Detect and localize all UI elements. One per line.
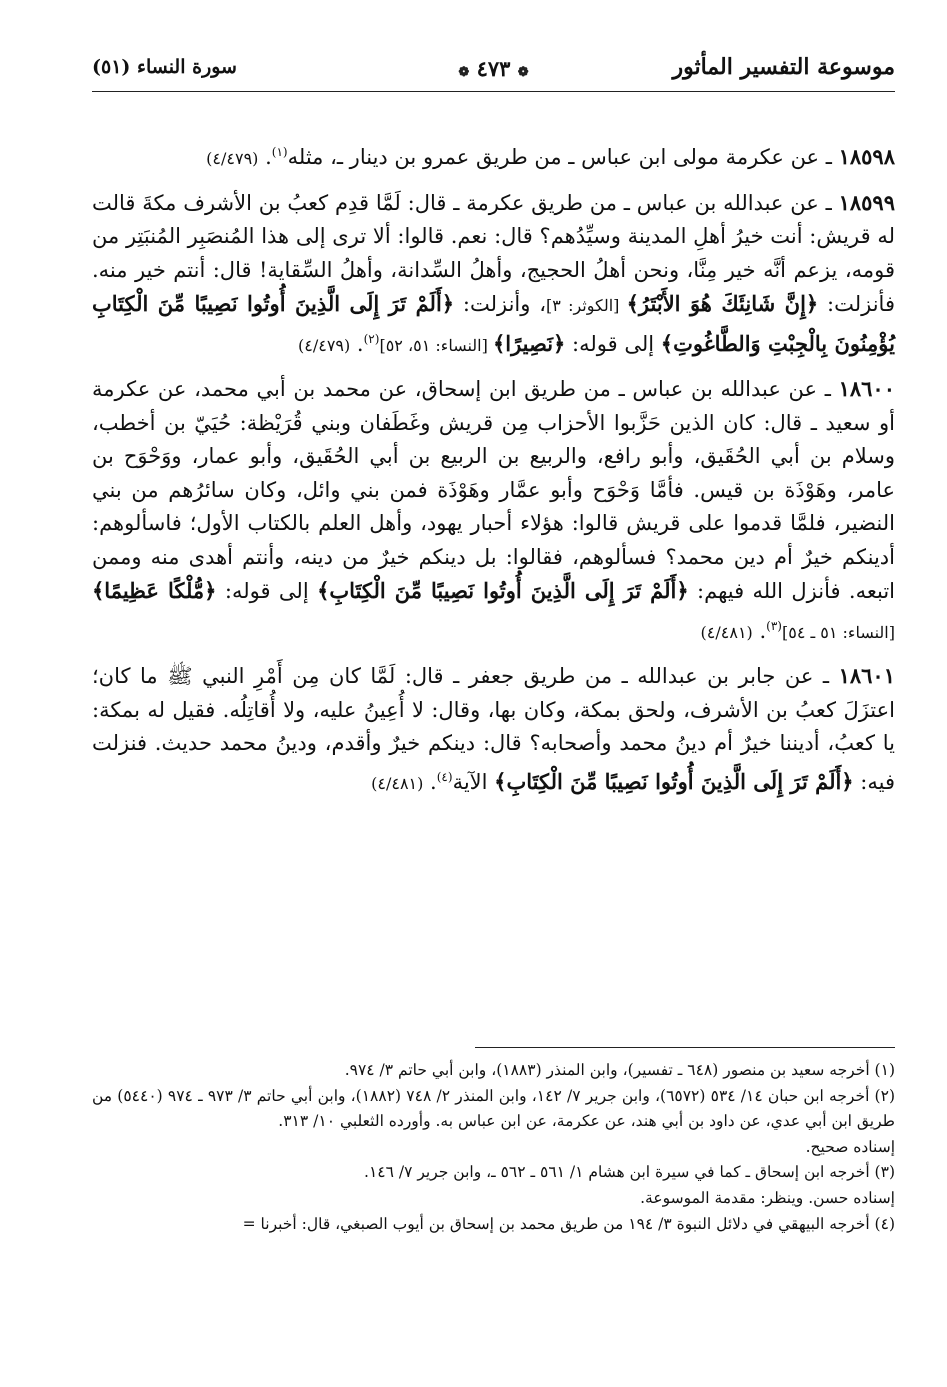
quran-verse: ﴿إِنَّ شَانِئَكَ هُوَ الأَبْتَرُ﴾ — [626, 291, 819, 316]
ornament-icon: ❁ — [517, 65, 529, 80]
entry-text: ، وأنزلت: — [454, 292, 546, 316]
entry-number: ١٨٦٠١ — [838, 663, 895, 688]
footnote-4: (٤) أخرجه البيهقي في دلائل النبوة ٣/ ١٩٤ من طريق محمد بن إسحاق بن أيوب الصبغي، قال: أخبرنا = — [242, 1214, 895, 1233]
entry-number: ١٨٥٩٩ — [838, 189, 895, 215]
entry-18601 — [92, 659, 895, 800]
entry-text: ـ عن عكرمة مولى ابن عباس ـ من طريق عمرو بن دينار ـ، مثله — [287, 145, 839, 169]
footnote-3-grade: إسناده حسن. وينظر: مقدمة الموسوعة. — [640, 1188, 895, 1207]
footnote-divider — [475, 1047, 895, 1048]
surah-title: سورة النساء (٥١) — [92, 56, 237, 78]
entry-number: ١٨٦٠٠ — [838, 376, 895, 401]
entry-18599 — [92, 186, 895, 363]
main-text — [92, 136, 895, 810]
verse-source: [الكوثر: ٣] — [546, 296, 627, 315]
entry-text: ـ عن عبدالله بن عباس ـ من طريق عكرمة ـ قال: لَمَّا قدِم كعبُ بن الأشرف مكةَ قالت له قريش: أنت خيرُ أهلِ المدينة وسيِّدُهم؟ قال: نعم. قالوا: ألا ترى إلى هذا المُنصَبِر المُنبَتِر من قومه، يزعم أنَّه خير مِنَّا، ونحن أهلُ الحجيج، وأهلُ السِّدانة، وأهلُ السِّقاية! قال: أنتم خير منه. فأنزلت: — [92, 190, 895, 316]
verse-source: [النساء: ٥١، ٥٢] — [379, 335, 493, 355]
ornament-icon: ❁ — [458, 65, 470, 80]
entry-number: ١٨٥٩٨ — [838, 144, 895, 169]
book-title: موسوعة التفسير المأثور — [672, 54, 895, 80]
entry-text: الآية — [452, 769, 495, 794]
page-number: ٤٧٣ — [476, 56, 511, 81]
footnote-1: (١) أخرجه سعيد بن منصور (٦٤٨ ـ تفسير)، وابن المنذر (١٨٨٣)، وابن أبي حاتم ٣/ ٩٧٤. — [344, 1061, 895, 1079]
volume-ref: (٤/٤٧٩) — [297, 335, 351, 355]
quran-verse: ﴿أَلَمْ تَرَ إِلَى الَّذِينَ أُوتُوا نَصِيبًا مِّنَ الْكِتَابِ يُؤْمِنُونَ بِالْجِبْتِ وَالطَّاغُوتِ﴾ — [92, 291, 895, 356]
footnotes — [92, 1058, 895, 1237]
entry-text: ـ عن جابر بن عبدالله ـ من طريق جعفر ـ قال: لَمَّا كان مِن أَمْرِ النبي ﷺ ما كان؛ اعتزَلَ كعبُ بن الأشرف، ولحق بمكة، وكان بها، وقال: لا أُعِينُ عليه، ولا أُقاتِلُه. فقيل له بمكة: يا كعبُ، أديننا خيرٌ أم دينُ محمد وأصحابه؟ قال: دينكم خيرٌ وأقدم، ودينُ محمد حديث. فنزلت فيه: — [92, 664, 895, 794]
page-number-group — [458, 56, 528, 81]
quran-verse: ﴿أَلَمْ تَرَ إِلَى الَّذِينَ أُوتُوا نَصِيبًا مِّنَ الْكِتَابِ﴾ — [317, 578, 689, 603]
entry-18598 — [92, 136, 895, 176]
entry-end: . — [350, 331, 364, 356]
header-rule — [92, 91, 895, 92]
footnote-ref[interactable]: (٢) — [363, 331, 380, 346]
entry-end: . — [258, 145, 272, 169]
footnote-ref[interactable]: (٣) — [766, 618, 782, 633]
volume-ref: (٤/٤٨١) — [371, 773, 424, 793]
entry-text: ـ عن عبدالله بن عباس ـ من طريق ابن إسحاق، عن محمد بن أبي محمد، عن عكرمة أو سعيد ـ قال: كان الذين حَزَّبوا الأحزاب مِن قريش وغَطَفان وبني قُرَيْظة: حُيَيّ بن أخطب، وسلام بن أبي الحُقَيق، وأبو رافع، والربيع بن الربيع بن أبي الحُقَيق، وأبو عمار، ووَحْوَح بن عامر، وهَوْذَة بن قيس. فأمَّا وَحْوَح وأبو عمَّار وهَوْذَة فمن بني وائل، وكان سائرُهم من بني النضير، فلمَّا قدموا على قريش قالوا: هؤلاء أحبار يهود، وأهل العلم بالكتاب الأول؛ فاسألوهم: أدينكم خيرٌ أم دين محمد؟ فسألوهم، فقالوا: بل دينكم خيرٌ من دينه، وأنتم أهدى منه وممن اتبعه. فأنزل الله فيهم: — [92, 377, 896, 603]
quran-verse: ﴿نَصِيرًا﴾ — [492, 330, 566, 356]
entry-end: . — [423, 769, 437, 794]
quran-verse: ﴿أَلَمْ تَرَ إِلَى الَّذِينَ أُوتُوا نَصِيبًا مِّنَ الْكِتَابِ﴾ — [494, 768, 854, 794]
entry-text: إلى قوله: — [565, 331, 661, 356]
footnote-ref[interactable]: (١) — [271, 145, 288, 159]
footnote-2: (٢) أخرجه ابن حبان ١٤/ ٥٣٤ (٦٥٧٢)، وابن جرير ٧/ ١٤٢، وابن المنذر ٢/ ٧٤٨ (١٨٨٢)، وابن أبي حاتم ٣/ ٩٧٣ ـ ٩٧٤ (٥٤٤٠) من طريق ابن أبي عدي، عن داود بن أبي هند، عن عكرمة، عن ابن عباس به. وأورده الثعلبي ١٠/ ٣١٣. — [92, 1086, 895, 1131]
entry-18600 — [92, 372, 895, 649]
footnote-2-grade: إسناده صحيح. — [805, 1137, 895, 1156]
footnote-3: (٣) أخرجه ابن إسحاق ـ كما في سيرة ابن هشام ١/ ٥٦١ ـ ٥٦٢ ـ، وابن جرير ٧/ ١٤٦. — [364, 1163, 895, 1182]
volume-ref: (٤/٤٨١) — [700, 622, 753, 642]
page-header — [92, 50, 895, 94]
footnote-ref[interactable]: (٤) — [436, 769, 453, 784]
verse-source: [النساء: ٥١ ـ ٥٤] — [781, 622, 895, 642]
entry-end: . — [752, 618, 767, 643]
quran-verse: ﴿مُّلْكًا عَظِيمًا﴾ — [92, 578, 217, 603]
volume-ref: (٤/٤٧٩) — [206, 149, 259, 168]
entry-text: إلى قوله: — [216, 579, 318, 603]
